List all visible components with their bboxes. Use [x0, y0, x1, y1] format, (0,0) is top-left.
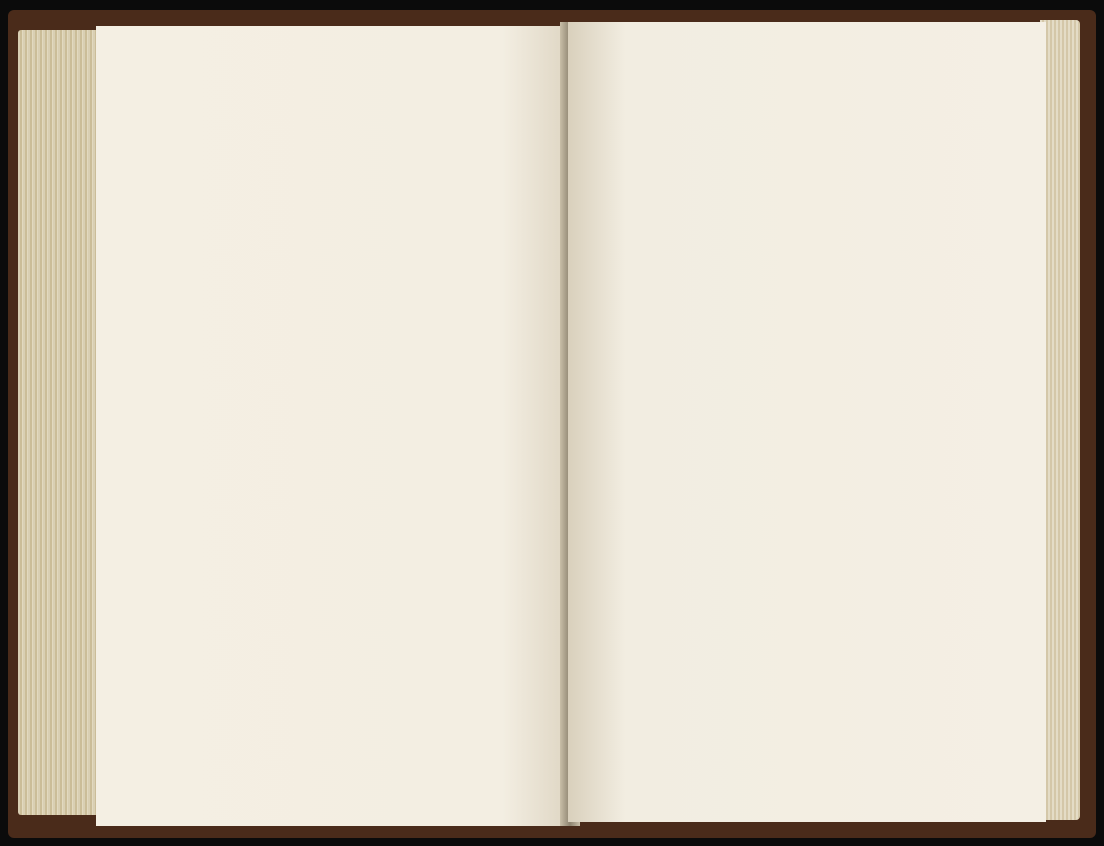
left-page — [96, 26, 574, 826]
right-page — [568, 22, 1046, 822]
left-page-edges — [18, 30, 104, 815]
right-page-edges — [1040, 20, 1080, 820]
